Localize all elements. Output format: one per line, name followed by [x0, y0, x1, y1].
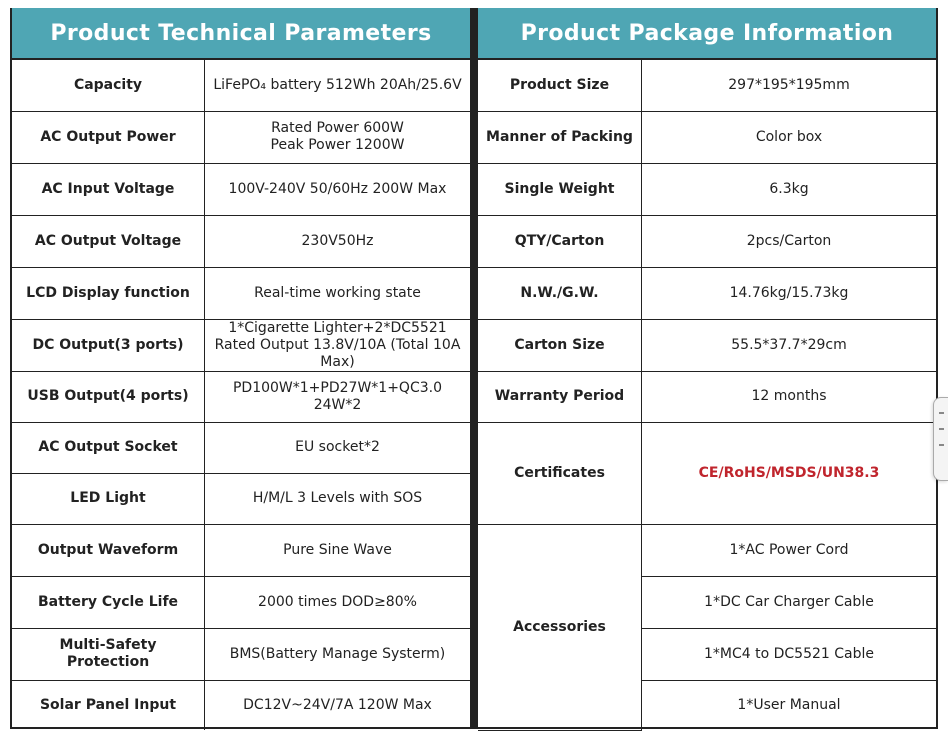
accessory-item: 1*DC Car Charger Cable [642, 576, 937, 628]
row-value: Rated Power 600W Peak Power 1200W [205, 111, 471, 163]
row-label: AC Output Power [12, 111, 205, 163]
package-information-title: Product Package Information [478, 8, 936, 60]
table-row [12, 267, 470, 319]
table-row [478, 163, 936, 215]
certificates-value: CE/RoHS/MSDS/UN38.3 [642, 422, 937, 524]
row-label: AC Output Voltage [12, 215, 205, 267]
row-value: EU socket*2 [205, 422, 471, 473]
row-value: 100V-240V 50/60Hz 200W Max [205, 163, 471, 215]
row-label: Output Waveform [12, 524, 205, 576]
row-label: N.W./G.W. [478, 267, 642, 319]
row-label: AC Input Voltage [12, 163, 205, 215]
table-row [12, 111, 470, 163]
accessory-item: 1*MC4 to DC5521 Cable [642, 628, 937, 680]
row-label: Warranty Period [478, 371, 642, 422]
spec-sheet [10, 8, 936, 729]
row-label: Product Size [478, 60, 642, 111]
technical-parameters-panel [10, 8, 472, 729]
table-row [478, 111, 936, 163]
row-label: Manner of Packing [478, 111, 642, 163]
table-row [12, 524, 470, 576]
row-value: 14.76kg/15.73kg [642, 267, 937, 319]
table-row [12, 576, 470, 628]
table-row [478, 371, 936, 422]
row-value: 297*195*195mm [642, 60, 937, 111]
row-label: DC Output(3 ports) [12, 319, 205, 371]
row-value: 2000 times DOD≥80% [205, 576, 471, 628]
package-information-table [478, 60, 936, 731]
row-label: Solar Panel Input [12, 680, 205, 730]
table-row [12, 422, 470, 473]
row-value: LiFePO₄ battery 512Wh 20Ah/25.6V [205, 60, 471, 111]
table-row [478, 319, 936, 371]
row-value: Real-time working state [205, 267, 471, 319]
table-row [12, 473, 470, 524]
row-value: 55.5*37.7*29cm [642, 319, 937, 371]
row-label: AC Output Socket [12, 422, 205, 473]
row-value: 6.3kg [642, 163, 937, 215]
row-value: 230V50Hz [205, 215, 471, 267]
row-label: USB Output(4 ports) [12, 371, 205, 422]
table-row [12, 215, 470, 267]
table-row [478, 60, 936, 111]
row-value: H/M/L 3 Levels with SOS [205, 473, 471, 524]
table-row [478, 215, 936, 267]
side-drawer-handle[interactable] [933, 397, 948, 481]
row-label: Capacity [12, 60, 205, 111]
row-label: Battery Cycle Life [12, 576, 205, 628]
row-label: Accessories [478, 524, 642, 730]
row-value: PD100W*1+PD27W*1+QC3.0 24W*2 [205, 371, 471, 422]
row-label: LED Light [12, 473, 205, 524]
table-row [12, 628, 470, 680]
table-row [12, 60, 470, 111]
row-label: Certificates [478, 422, 642, 524]
row-label: QTY/Carton [478, 215, 642, 267]
row-value: Color box [642, 111, 937, 163]
row-label: Carton Size [478, 319, 642, 371]
row-label: Multi-Safety Protection [12, 628, 205, 680]
table-row [12, 319, 470, 371]
table-row [12, 163, 470, 215]
row-value: DC12V~24V/7A 120W Max [243, 696, 432, 713]
row-value: 12 months [642, 371, 937, 422]
accessory-item: 1*User Manual [737, 696, 841, 713]
table-row [12, 680, 470, 730]
technical-parameters-table [12, 60, 470, 730]
technical-parameters-title: Product Technical Parameters [12, 8, 470, 60]
row-value: Pure Sine Wave [205, 524, 471, 576]
accessory-item: 1*AC Power Cord [642, 524, 937, 576]
row-value: 1*Cigarette Lighter+2*DC5521 Rated Output 13.8V/10A (Total 10A Max) [205, 319, 471, 371]
table-row [478, 267, 936, 319]
table-row [12, 371, 470, 422]
row-value: BMS(Battery Manage Systerm) [205, 628, 471, 680]
row-label: LCD Display function [12, 267, 205, 319]
package-information-panel [476, 8, 938, 729]
row-label: Single Weight [478, 163, 642, 215]
table-row [478, 422, 936, 524]
table-row [478, 524, 936, 576]
row-value: 2pcs/Carton [642, 215, 937, 267]
